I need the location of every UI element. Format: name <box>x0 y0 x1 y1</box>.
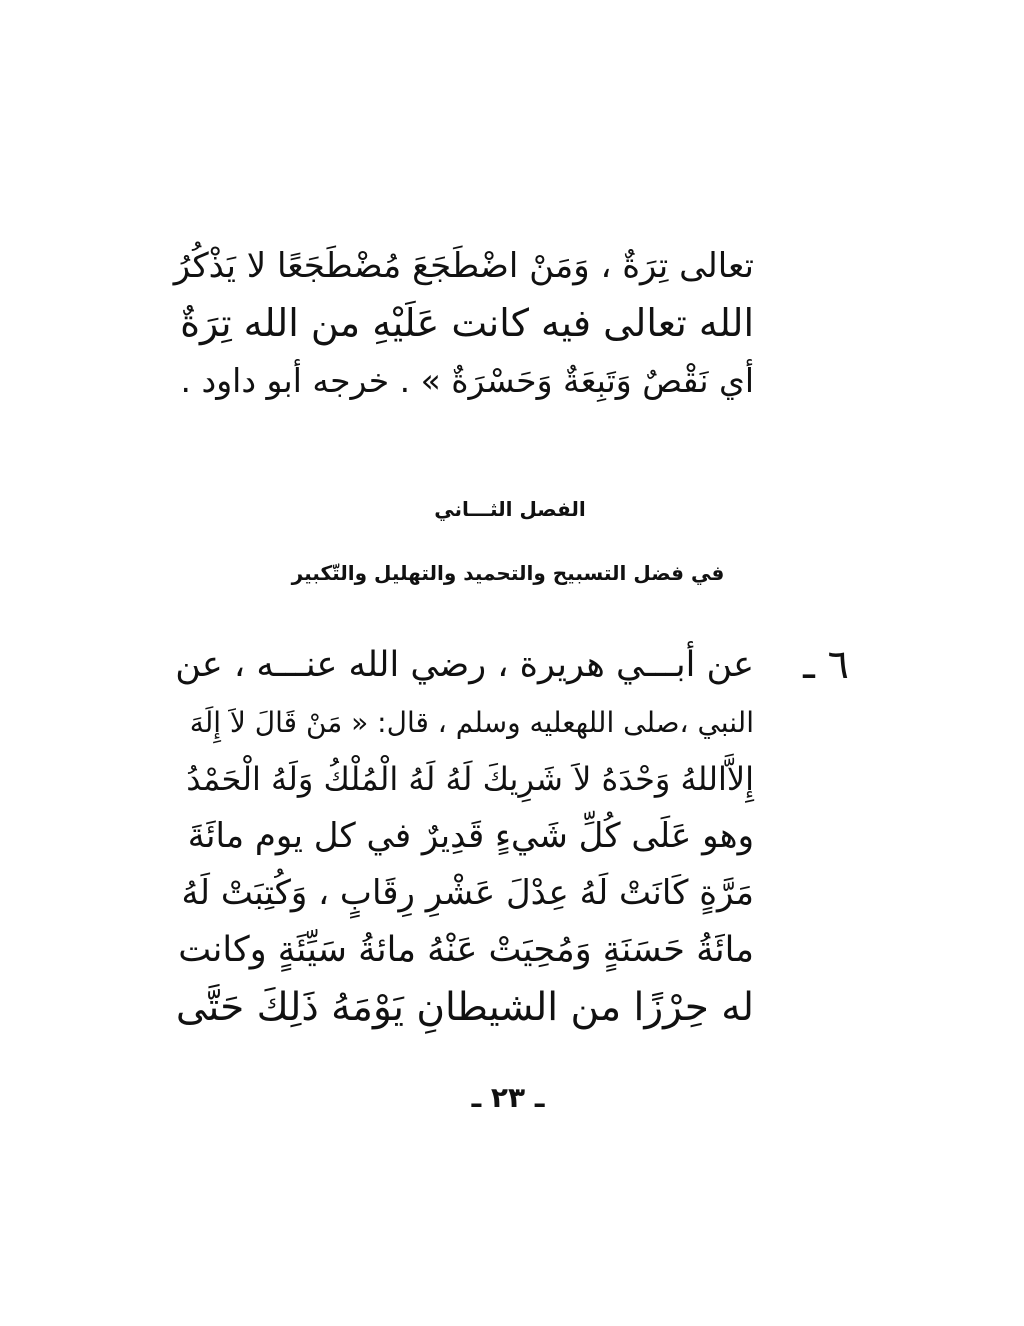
text-line: وهو عَلَى كُلِّ شَيءٍ قَدِيرٌ في كل يوم مائَةَ <box>187 816 754 856</box>
text-line: عن أبـــي هريرة ، رضي الله عنـــه ، عن <box>175 645 754 685</box>
top-paragraph <box>174 238 754 409</box>
text-line: مَرَّةٍ كَانَتْ لَهُ عِدْلَ عَشْرِ رِقَابٍ ، وَكُتِبَتْ لَهُ <box>181 873 754 913</box>
text-line: أي نَقْصٌ وَتَبِعَةٌ وَحَسْرَةٌ » . خرجه أبو داود . <box>180 361 754 400</box>
page-number: ـ ٢٣ ـ <box>471 1081 545 1114</box>
chapter-title: الفصل الثـــاني <box>434 497 586 521</box>
text-line: النبي ،صلى اللهعليه وسلم ، قال: « مَنْ قَالَ لاَ إِلَهَ <box>189 706 754 739</box>
text-line: إِلاَّاللهُ وَحْدَهُ لاَ شَرِيكَ لَهُ لَهُ الْمُلْكُ وَلَهُ الْحَمْدُ <box>186 760 754 798</box>
text-line: مائَةُ حَسَنَةٍ وَمُحِيَتْ عَنْهُ مائةُ سَيِّئَةٍ وكانت <box>178 930 754 970</box>
hadith-number: ٦ ـ <box>803 642 849 688</box>
text-line: الله تعالى فيه كانت عَلَيْهِ من الله تِرَةٌ <box>180 301 754 345</box>
chapter-subtitle: في فضل التسبيح والتحميد والتهليل والتّكبير <box>291 561 725 585</box>
hadith-paragraph <box>174 637 754 1036</box>
text-line: له حِرْزًا من الشيطانِ يَوْمَهُ ذَلِكَ حَتَّى <box>175 985 754 1030</box>
text-line: تعالى تِرَةٌ ، وَمَنْ اضْطَجَعَ مُضْطَجَعًا لا يَذْكُرُ <box>173 246 754 286</box>
